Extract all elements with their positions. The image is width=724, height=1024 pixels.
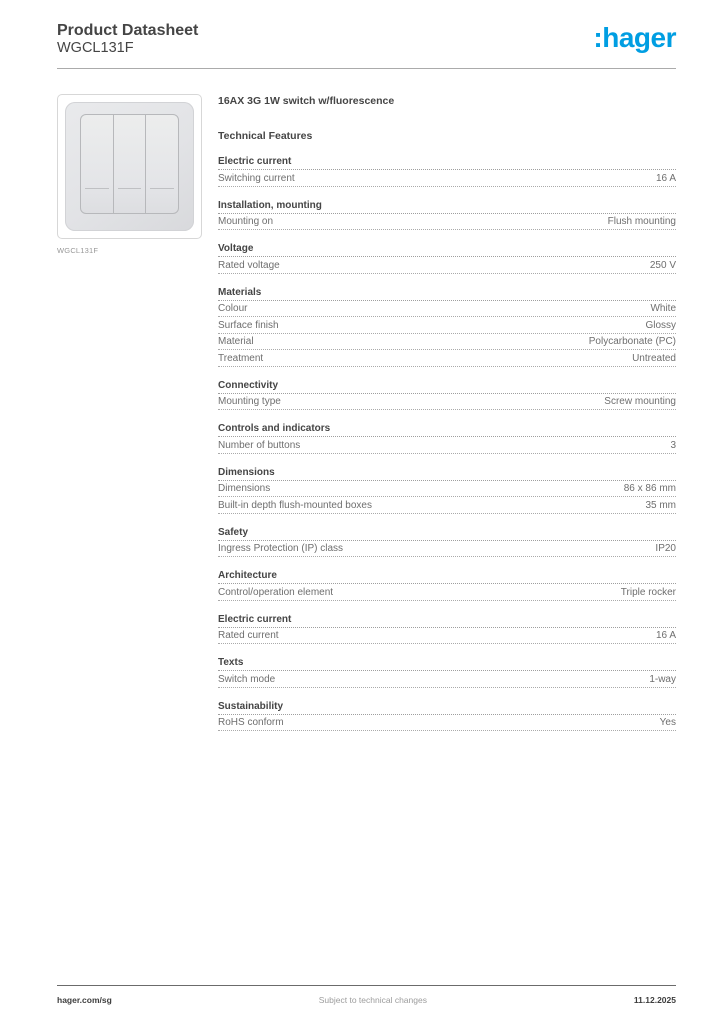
- spec-label: Treatment: [218, 352, 264, 364]
- spec-label: Mounting type: [218, 396, 281, 407]
- footer-website-link[interactable]: hager.com/sg: [57, 995, 112, 1005]
- spec-section: [218, 570, 676, 601]
- spec-section: [218, 200, 676, 231]
- spec-label: Switch mode: [218, 673, 276, 685]
- footer-date: 11.12.2025: [633, 995, 676, 1005]
- page-header: [57, 22, 676, 58]
- section-heading: Electric current: [218, 156, 676, 170]
- spec-label: Built-in depth flush-mounted boxes: [218, 499, 372, 511]
- spec-row: [218, 628, 676, 645]
- spec-section: [218, 423, 676, 454]
- spec-row: [218, 350, 676, 367]
- spec-label: RoHS conform: [218, 717, 284, 728]
- header-titles: [57, 22, 198, 58]
- spec-row: [218, 394, 676, 411]
- spec-section: [218, 287, 676, 367]
- spec-row: [218, 541, 676, 558]
- spec-section: [218, 614, 676, 645]
- spec-label: Switching current: [218, 172, 295, 184]
- spec-row: [218, 301, 676, 318]
- spec-label: Ingress Protection (IP) class: [218, 543, 344, 554]
- section-heading: Controls and indicators: [218, 423, 676, 437]
- technical-features-heading: Technical Features: [218, 130, 313, 142]
- spec-section: [218, 156, 676, 187]
- spec-value: 1-way: [649, 673, 676, 685]
- spec-row: [218, 214, 676, 231]
- header-divider: [57, 68, 676, 69]
- section-heading: Connectivity: [218, 380, 676, 394]
- spec-value: Yes: [659, 717, 676, 728]
- spec-label: Surface finish: [218, 319, 279, 331]
- switch-rockers: [80, 114, 179, 214]
- sections: [218, 156, 676, 731]
- switch-rocker-middle: [113, 115, 146, 213]
- spec-value: Glossy: [645, 319, 676, 331]
- product-title: 16AX 3G 1W switch w/fluorescence: [218, 95, 395, 107]
- spec-row: [218, 715, 676, 732]
- spec-value: White: [650, 303, 676, 314]
- product-code: WGCL131F: [57, 40, 134, 57]
- spec-section: [218, 701, 676, 732]
- hager-logo: :hager: [593, 22, 676, 53]
- section-heading: Safety: [218, 527, 676, 541]
- spec-row: [218, 317, 676, 334]
- spec-value: Screw mounting: [604, 396, 676, 407]
- section-heading: Architecture: [218, 570, 676, 584]
- product-image: [57, 94, 202, 239]
- section-heading: Voltage: [218, 243, 676, 257]
- spec-row: [218, 481, 676, 498]
- main-content: [57, 94, 676, 744]
- spec-value: Triple rocker: [620, 586, 676, 598]
- spec-column: [218, 94, 676, 744]
- switch-plate-graphic: [65, 102, 194, 231]
- spec-value: Polycarbonate (PC): [588, 336, 676, 347]
- switch-rocker-left: [81, 115, 113, 213]
- spec-label: Mounting on: [218, 216, 274, 227]
- spec-value: 35 mm: [645, 499, 676, 511]
- switch-rocker-right: [145, 115, 178, 213]
- spec-label: Dimensions: [218, 483, 271, 494]
- section-heading: Installation, mounting: [218, 200, 676, 214]
- section-heading: Texts: [218, 657, 676, 671]
- section-heading: Electric current: [218, 614, 676, 628]
- spec-row: [218, 497, 676, 514]
- product-image-column: [57, 94, 202, 255]
- spec-value: 16 A: [655, 630, 676, 641]
- spec-section: [218, 527, 676, 558]
- spec-row: [218, 170, 676, 187]
- spec-row: [218, 437, 676, 454]
- spec-value: 16 A: [655, 172, 676, 184]
- spec-section: [218, 243, 676, 274]
- section-heading: Materials: [218, 287, 676, 301]
- section-heading: Sustainability: [218, 701, 676, 715]
- spec-row: [218, 257, 676, 274]
- page-footer: [57, 985, 676, 1005]
- spec-label: Rated voltage: [218, 259, 280, 271]
- section-heading: Dimensions: [218, 467, 676, 481]
- spec-label: Colour: [218, 303, 248, 314]
- spec-value: 3: [670, 439, 676, 451]
- spec-section: [218, 380, 676, 411]
- spec-value: Untreated: [632, 352, 676, 364]
- spec-label: Rated current: [218, 630, 279, 641]
- spec-value: 250 V: [649, 259, 676, 271]
- spec-section: [218, 467, 676, 514]
- spec-label: Material: [218, 336, 254, 347]
- product-image-caption: WGCL131F: [57, 246, 99, 255]
- spec-value: IP20: [655, 543, 676, 554]
- footer-disclaimer: Subject to technical changes: [318, 995, 427, 1005]
- spec-label: Control/operation element: [218, 586, 334, 598]
- spec-value: 86 x 86 mm: [623, 483, 676, 494]
- spec-row: [218, 671, 676, 688]
- spec-value: Flush mounting: [607, 216, 676, 227]
- spec-row: [218, 334, 676, 351]
- spec-section: [218, 657, 676, 688]
- spec-row: [218, 584, 676, 601]
- spec-label: Number of buttons: [218, 439, 301, 451]
- page-title: Product Datasheet: [57, 22, 199, 39]
